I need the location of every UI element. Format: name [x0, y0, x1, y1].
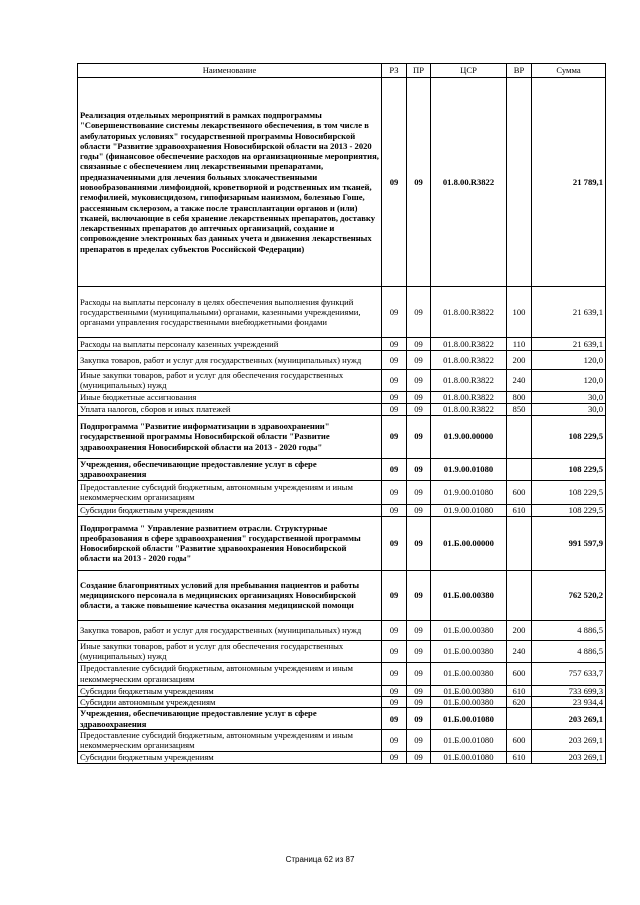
row-vr: 240 [507, 370, 532, 392]
row-csr: 01.Б.00.01080 [431, 730, 507, 752]
row-sum: 108 229,5 [532, 480, 606, 504]
row-name: Иные бюджетные ассигнования [78, 391, 382, 403]
table-row [78, 570, 606, 620]
table-row [78, 685, 606, 696]
row-name: Расходы на выплаты персоналу казенных учреждений [78, 338, 382, 351]
header-name: Наименование [78, 64, 382, 78]
row-sum: 120,0 [532, 370, 606, 392]
row-name: Предоставление субсидий бюджетным, автономным учреждениям и иным некоммерческим организациям [78, 480, 382, 504]
row-sum: 762 520,2 [532, 570, 606, 620]
row-vr: 110 [507, 338, 532, 351]
row-sum: 21 639,1 [532, 287, 606, 338]
row-csr: 01.9.00.01080 [431, 480, 507, 504]
table-row [78, 287, 606, 338]
row-csr: 01.Б.00.01080 [431, 751, 507, 763]
row-rz: 09 [382, 338, 407, 351]
row-vr: 610 [507, 504, 532, 516]
row-pr: 09 [407, 504, 431, 516]
row-rz: 09 [382, 570, 407, 620]
row-pr: 09 [407, 403, 431, 415]
row-vr: 240 [507, 640, 532, 662]
row-vr [507, 78, 532, 287]
row-csr: 01.8.00.R3822 [431, 78, 507, 287]
row-csr: 01.8.00.R3822 [431, 403, 507, 415]
table-header-row [78, 64, 606, 78]
row-sum: 991 597,9 [532, 516, 606, 570]
row-sum: 120,0 [532, 351, 606, 370]
row-rz: 09 [382, 458, 407, 480]
table-body [78, 78, 606, 764]
row-pr: 09 [407, 458, 431, 480]
table-row [78, 351, 606, 370]
row-csr: 01.Б.00.00380 [431, 696, 507, 707]
row-sum: 203 269,1 [532, 751, 606, 763]
row-rz: 09 [382, 351, 407, 370]
table-row [78, 415, 606, 458]
table-row [78, 696, 606, 707]
row-sum: 21 639,1 [532, 338, 606, 351]
row-csr: 01.8.00.R3822 [431, 370, 507, 392]
table-row [78, 78, 606, 287]
row-vr [507, 458, 532, 480]
row-rz: 09 [382, 516, 407, 570]
table-row [78, 751, 606, 763]
row-pr: 09 [407, 662, 431, 685]
row-name: Расходы на выплаты персоналу в целях обеспечения выполнения функций государственными (муниципальными) органами, казенными учреждениями, органами управления государственными внебюджетными фондами [78, 287, 382, 338]
row-name: Предоставление субсидий бюджетным, автономным учреждениям и иным некоммерческим организациям [78, 662, 382, 685]
row-pr: 09 [407, 640, 431, 662]
row-sum: 23 934,4 [532, 696, 606, 707]
row-csr: 01.Б.00.00380 [431, 620, 507, 640]
row-csr: 01.9.00.01080 [431, 504, 507, 516]
row-sum: 4 886,5 [532, 640, 606, 662]
row-pr: 09 [407, 730, 431, 752]
row-sum: 108 229,5 [532, 458, 606, 480]
row-csr: 01.Б.00.01080 [431, 708, 507, 730]
row-rz: 09 [382, 480, 407, 504]
row-name: Закупка товаров, работ и услуг для государственных (муниципальных) нужд [78, 351, 382, 370]
row-vr: 200 [507, 351, 532, 370]
row-name: Подпрограмма " Управление развитием отрасли. Структурные преобразования в сфере здравоохранения" государственной программы Новосибирской области "Развитие здравоохранения Новосибирской области на 2013 - 2020 годы" [78, 516, 382, 570]
row-rz: 09 [382, 287, 407, 338]
row-csr: 01.9.00.00000 [431, 415, 507, 458]
row-sum: 108 229,5 [532, 504, 606, 516]
row-vr [507, 516, 532, 570]
row-csr: 01.8.00.R3822 [431, 351, 507, 370]
page-number: Страница 62 из 87 [285, 855, 355, 864]
row-vr: 610 [507, 685, 532, 696]
row-pr: 09 [407, 751, 431, 763]
row-rz: 09 [382, 696, 407, 707]
row-name: Субсидии бюджетным учреждениям [78, 751, 382, 763]
table-row [78, 480, 606, 504]
row-sum: 21 789,1 [532, 78, 606, 287]
table-row [78, 662, 606, 685]
row-rz: 09 [382, 708, 407, 730]
row-vr: 600 [507, 730, 532, 752]
row-csr: 01.Б.00.00380 [431, 640, 507, 662]
row-pr: 09 [407, 480, 431, 504]
table-row [78, 640, 606, 662]
row-csr: 01.Б.00.00380 [431, 570, 507, 620]
row-pr: 09 [407, 370, 431, 392]
row-sum: 108 229,5 [532, 415, 606, 458]
row-csr: 01.Б.00.00380 [431, 662, 507, 685]
table-row [78, 458, 606, 480]
row-rz: 09 [382, 370, 407, 392]
row-pr: 09 [407, 516, 431, 570]
row-sum: 4 886,5 [532, 620, 606, 640]
row-name: Субсидии бюджетным учреждениям [78, 504, 382, 516]
table-row [78, 370, 606, 392]
row-name: Учреждения, обеспечивающие предоставление услуг в сфере здравоохранения [78, 708, 382, 730]
header-sum: Сумма [532, 64, 606, 78]
row-rz: 09 [382, 640, 407, 662]
table-row [78, 338, 606, 351]
row-sum: 30,0 [532, 391, 606, 403]
row-rz: 09 [382, 662, 407, 685]
row-name: Реализация отдельных мероприятий в рамках подпрограммы "Совершенствование системы лекарственного обеспечения, в том числе в амбулаторных условиях" государственной программы Новосибирской области "Развитие здравоохранения Новосибирской области на 2013 - 2020 годы" (финансовое обеспечение расходов на организационные мероприятия, связанные с обеспечением лиц лекарственными препаратами, предназначенными для лечения больных злокачественными новообразованиями лимфоидной, кроветворной и родственных им тканей, гемофилией, муковисцидозом, гипофизарным нанизмом, болезнью Гоше, рассеянным склерозом, а также после трансплантации органов и (или) тканей, включающие в себя хранение лекарственных препаратов, доставку лекарственных препаратов до аптечных организаций, создание и сопровождение электронных баз данных учета и движения лекарственных препаратов в пределах субъектов Российской Федерации) [78, 78, 382, 287]
row-name: Уплата налогов, сборов и иных платежей [78, 403, 382, 415]
row-sum: 30,0 [532, 403, 606, 415]
row-vr: 200 [507, 620, 532, 640]
table-row [78, 708, 606, 730]
row-pr: 09 [407, 620, 431, 640]
row-vr [507, 570, 532, 620]
row-pr: 09 [407, 708, 431, 730]
table-row [78, 730, 606, 752]
row-csr: 01.8.00.R3822 [431, 391, 507, 403]
row-csr: 01.8.00.R3822 [431, 338, 507, 351]
row-rz: 09 [382, 403, 407, 415]
row-rz: 09 [382, 78, 407, 287]
row-sum: 203 269,1 [532, 730, 606, 752]
row-pr: 09 [407, 415, 431, 458]
row-pr: 09 [407, 338, 431, 351]
row-name: Иные закупки товаров, работ и услуг для обеспечения государственных (муниципальных) нужд [78, 370, 382, 392]
row-vr [507, 415, 532, 458]
table-row [78, 391, 606, 403]
row-pr: 09 [407, 685, 431, 696]
row-pr: 09 [407, 391, 431, 403]
table-row [78, 504, 606, 516]
table-row [78, 516, 606, 570]
row-vr: 100 [507, 287, 532, 338]
row-csr: 01.Б.00.00380 [431, 685, 507, 696]
row-name: Подпрограмма "Развитие информатизации в здравоохранении" государственной программы Новосибирской области "Развитие здравоохранения Новосибирской области на 2013 - 2020 годы" [78, 415, 382, 458]
row-pr: 09 [407, 351, 431, 370]
row-csr: 01.9.00.01080 [431, 458, 507, 480]
header-csr: ЦСР [431, 64, 507, 78]
table-row [78, 403, 606, 415]
row-name: Субсидии бюджетным учреждениям [78, 685, 382, 696]
row-rz: 09 [382, 415, 407, 458]
row-rz: 09 [382, 504, 407, 516]
row-name: Предоставление субсидий бюджетным, автономным учреждениям и иным некоммерческим организациям [78, 730, 382, 752]
row-name: Иные закупки товаров, работ и услуг для обеспечения государственных (муниципальных) нужд [78, 640, 382, 662]
row-rz: 09 [382, 620, 407, 640]
row-sum: 203 269,1 [532, 708, 606, 730]
row-vr [507, 708, 532, 730]
row-csr: 01.8.00.R3822 [431, 287, 507, 338]
row-vr: 620 [507, 696, 532, 707]
row-pr: 09 [407, 696, 431, 707]
header-rz: РЗ [382, 64, 407, 78]
row-vr: 610 [507, 751, 532, 763]
row-name: Учреждения, обеспечивающие предоставление услуг в сфере здравоохранения [78, 458, 382, 480]
header-vr: ВР [507, 64, 532, 78]
row-pr: 09 [407, 570, 431, 620]
row-name: Субсидии автономным учреждениям [78, 696, 382, 707]
row-vr: 600 [507, 662, 532, 685]
row-vr: 800 [507, 391, 532, 403]
row-vr: 850 [507, 403, 532, 415]
header-pr: ПР [407, 64, 431, 78]
row-name: Закупка товаров, работ и услуг для государственных (муниципальных) нужд [78, 620, 382, 640]
table-row [78, 620, 606, 640]
row-rz: 09 [382, 751, 407, 763]
row-vr: 600 [507, 480, 532, 504]
row-pr: 09 [407, 78, 431, 287]
row-name: Создание благоприятных условий для пребывания пациентов и работы медицинского персонала в медицинских организациях Новосибирской области, а также повышение качества оказания медицинской помощи [78, 570, 382, 620]
row-sum: 733 699,3 [532, 685, 606, 696]
row-rz: 09 [382, 391, 407, 403]
row-sum: 757 633,7 [532, 662, 606, 685]
budget-table [77, 63, 606, 764]
row-csr: 01.Б.00.00000 [431, 516, 507, 570]
row-pr: 09 [407, 287, 431, 338]
row-rz: 09 [382, 685, 407, 696]
row-rz: 09 [382, 730, 407, 752]
